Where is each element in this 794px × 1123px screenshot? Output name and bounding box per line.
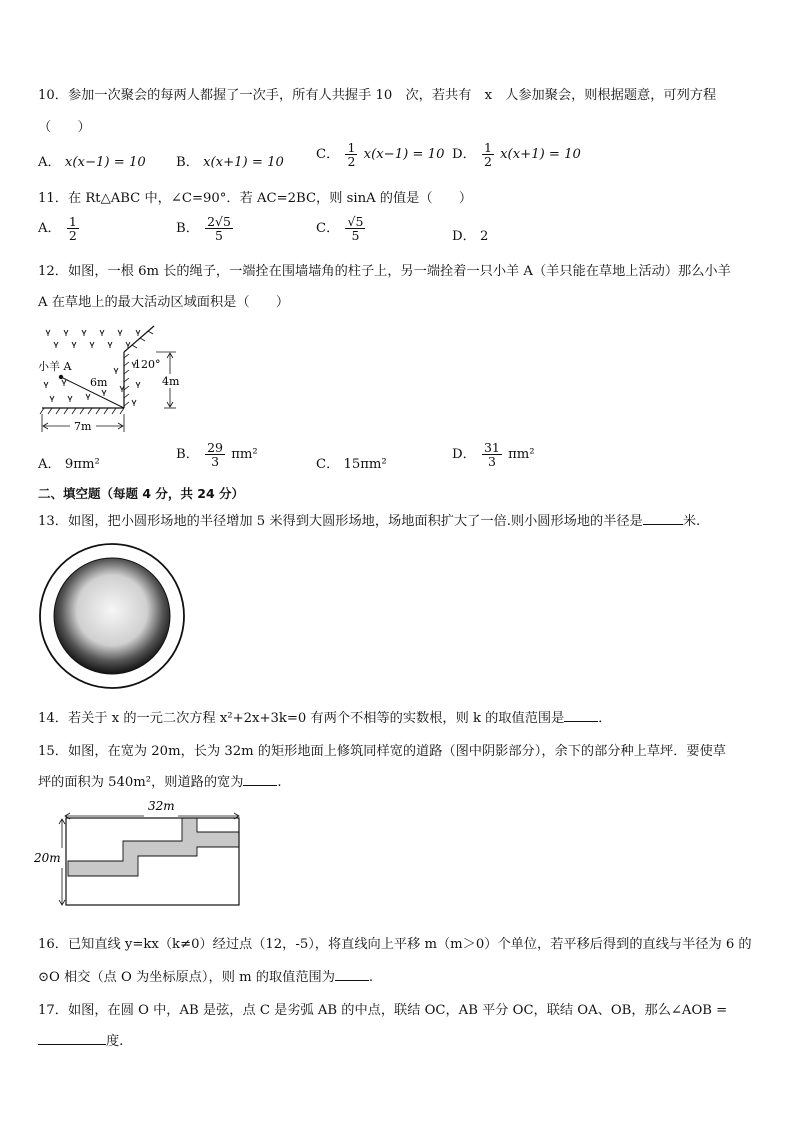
q16-text: ⊙O 相交（点 O 为坐标原点），则 m 的取值范围为	[38, 970, 335, 985]
q17-answer-blank[interactable]	[38, 1032, 106, 1045]
q12-option-d[interactable]	[452, 441, 535, 468]
option-text: x(x+1) = 10	[500, 147, 581, 163]
q13-text: 13．如图，把小圆形场地的半径增加 5 米得到大圆形场地，场地面积扩大了一倍.则小圆形场地的半径是	[38, 514, 643, 529]
q14-text: 14．若关于 x 的一元二次方程 x²+2x+3k=0 有两个不相等的实数根，则 k 的取值范围是	[38, 711, 565, 726]
q15-answer-blank[interactable]	[243, 773, 277, 786]
q10-option-b[interactable]	[176, 151, 284, 170]
width-label: 7m	[74, 420, 92, 433]
option-text: x(x+1) = 10	[203, 155, 284, 170]
q15-stem-line1: 15．如图，在宽为 20m，长为 32m 的矩形地面上修筑同样宽的道路（图中阴影部分），余下的部分种上草坪．要使草	[38, 744, 726, 759]
option-label: D．	[452, 147, 476, 163]
q10-stem: 10．参加一次聚会的每两人都握了一次手，所有人共握手 10 次，若共有 x 人参加聚会，则根据题意，可列方程	[38, 88, 717, 103]
sheep-label: 小羊 A	[38, 360, 72, 373]
option-text: x(x−1) = 10	[363, 147, 445, 163]
q12-option-c[interactable]	[316, 453, 387, 472]
height-label: 20m	[34, 851, 61, 865]
option-text: 2	[479, 229, 489, 244]
q13-stem	[38, 510, 700, 529]
rope-length-label: 6m	[90, 376, 108, 389]
q13-answer-blank[interactable]	[643, 512, 683, 525]
q10-option-c[interactable]	[316, 141, 444, 168]
q11-option-a[interactable]	[38, 215, 81, 242]
q12-option-b[interactable]	[176, 441, 258, 468]
q11-stem: 11．在 Rt△ABC 中，∠C=90°．若 AC=2BC，则 sinA 的值是（ ）	[38, 191, 473, 206]
q11-option-b[interactable]	[176, 215, 235, 242]
q12-figure	[36, 322, 186, 440]
option-label: A．	[38, 457, 61, 472]
option-text: x(x−1) = 10	[64, 155, 146, 170]
option-label: D．	[452, 447, 476, 463]
fraction: $\frac{1}{2}$	[68, 214, 77, 244]
fraction: $\frac{1}{2}$	[483, 140, 492, 170]
q11-option-d[interactable]	[452, 225, 488, 244]
fraction: $\frac{√5}{5}$	[347, 214, 364, 244]
q17-suffix: 度.	[106, 1034, 124, 1049]
section-heading: 二、填空题（每题 4 分，共 24 分）	[38, 486, 245, 501]
bottom-wall-hatch	[40, 408, 124, 414]
q12-stem-line1: 12．如图，一根 6m 长的绳子，一端拴在围墙墙角的柱子上，另一端拴着一只小羊 A（羊只能在草地上活动）那么小羊	[38, 264, 731, 279]
option-label: A．	[38, 155, 61, 170]
q15-figure	[32, 798, 246, 910]
width-label: 32m	[148, 799, 175, 813]
option-label: C．	[316, 221, 340, 237]
height-label: 4m	[162, 375, 180, 388]
q14-stem	[38, 707, 611, 726]
q10-option-a[interactable]	[38, 151, 146, 170]
sheep-point	[59, 375, 63, 379]
option-label: A．	[38, 221, 61, 237]
fraction: $\frac{31}{3}$	[483, 440, 500, 470]
angle-label: 120°	[134, 358, 161, 371]
option-text: 15πm²	[343, 457, 387, 472]
option-label: D．	[452, 229, 476, 244]
option-text: 9πm²	[64, 457, 100, 472]
q16-stem-line2	[38, 966, 373, 985]
option-text: πm²	[508, 447, 535, 463]
q12-option-a[interactable]	[38, 453, 100, 472]
q17-stem-line1: 17．如图，在圆 O 中，AB 是弦，点 C 是劣弧 AB 的中点，联结 OC，AB 平分 OC，联结 OA、OB，那么∠AOB =	[38, 1003, 728, 1018]
q10-paren: （ ）	[38, 120, 91, 135]
fraction: $\frac{29}{3}$	[207, 440, 223, 470]
q16-answer-blank[interactable]	[335, 968, 369, 981]
small-circle	[54, 558, 170, 674]
fraction: $\frac{2√5}{5}$	[207, 214, 231, 244]
slanted-wall	[124, 326, 154, 352]
option-text: πm²	[231, 447, 258, 463]
q14-suffix: ．	[598, 711, 612, 726]
option-label: C．	[316, 147, 340, 163]
q13-figure	[38, 541, 188, 691]
q16-suffix: .	[368, 970, 374, 985]
q16-stem-line1: 16．已知直线 y=kx（k≠0）经过点（12，-5），将直线向上平移 m（m＞0）个单位，若平移后得到的直线与半径为 6 的	[38, 937, 752, 952]
q14-answer-blank[interactable]	[564, 709, 598, 722]
road-shaded	[68, 818, 239, 876]
q15-suffix: .	[277, 775, 282, 790]
q13-suffix: 米.	[682, 514, 701, 529]
q10-option-d[interactable]	[452, 141, 581, 168]
q17-stem-line2	[38, 1030, 123, 1049]
option-label: B．	[176, 447, 199, 463]
option-label: C．	[316, 457, 340, 472]
q11-option-c[interactable]	[316, 215, 367, 242]
q15-text: 坪的面积为 540m²，则道路的宽为	[38, 775, 244, 790]
option-label: B．	[176, 221, 199, 237]
fraction: $\frac{1}{2}$	[347, 140, 356, 170]
q15-stem-line2	[38, 771, 282, 790]
option-label: B．	[176, 155, 199, 170]
q12-stem-line2: A 在草地上的最大活动区域面积是（ ）	[38, 295, 290, 310]
